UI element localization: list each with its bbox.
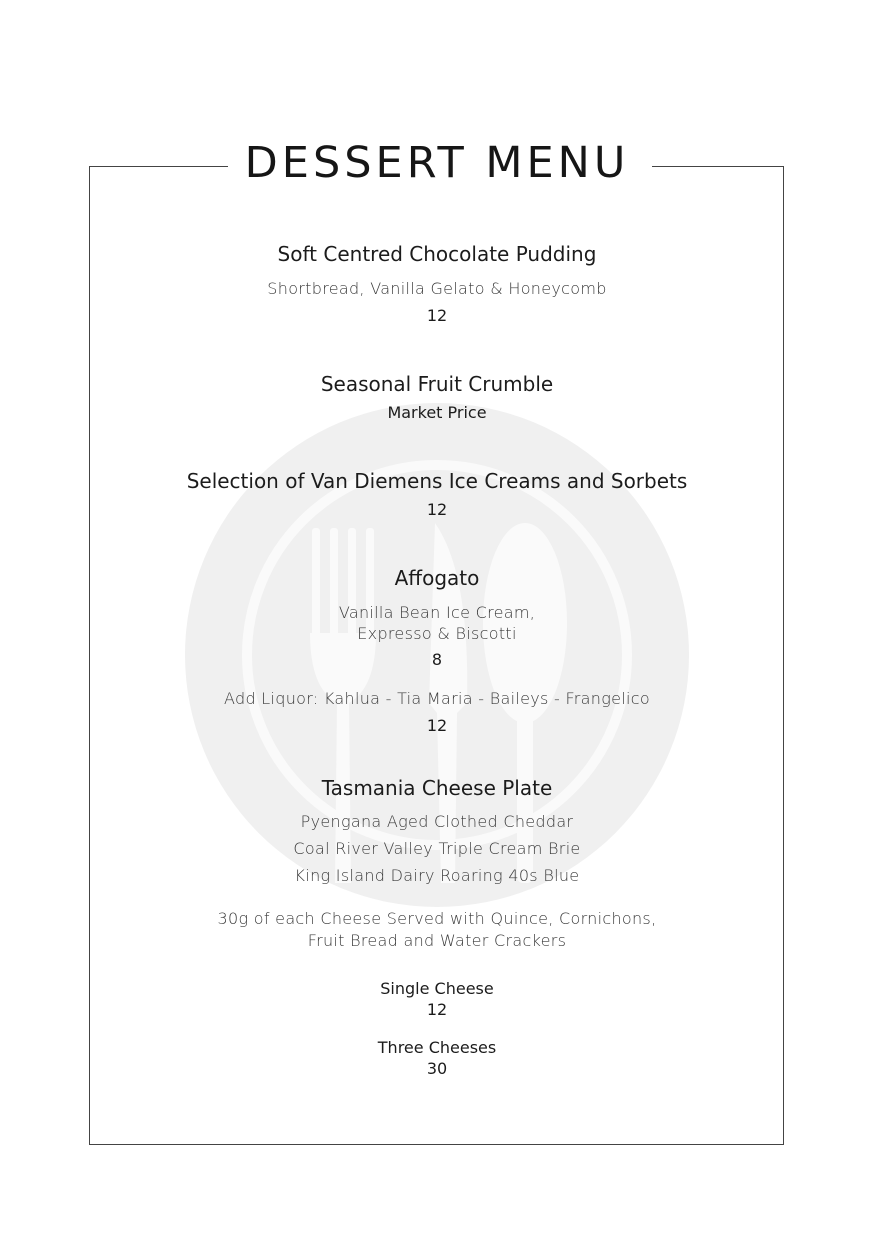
item-name: Selection of Van Diemens Ice Creams and Sorbets bbox=[186, 469, 688, 493]
page-title: DESSERT MENU bbox=[244, 138, 630, 188]
item-description-line: Vanilla Bean Ice Cream, bbox=[338, 603, 536, 622]
item-name: Soft Centred Chocolate Pudding bbox=[277, 242, 597, 266]
item-name: Affogato bbox=[394, 566, 480, 590]
item-price: 12 bbox=[426, 500, 448, 519]
item-price: Market Price bbox=[387, 403, 487, 422]
item-addon: Add Liquor: Kahlua - Tia Maria - Baileys - Frangelico bbox=[224, 689, 650, 708]
item-name: Seasonal Fruit Crumble bbox=[320, 372, 554, 396]
item-addon-price: 12 bbox=[426, 716, 448, 735]
serving-line: Fruit Bread and Water Crackers bbox=[307, 931, 567, 950]
item-price: 12 bbox=[426, 306, 448, 325]
cheese-line: King Island Dairy Roaring 40s Blue bbox=[294, 866, 580, 885]
item-price: 8 bbox=[431, 650, 443, 669]
item-description-line: Expresso & Biscotti bbox=[357, 624, 517, 643]
option-label: Three Cheeses bbox=[377, 1038, 497, 1057]
option-label: Single Cheese bbox=[380, 979, 494, 998]
item-description: Shortbread, Vanilla Gelato & Honeycomb bbox=[267, 279, 607, 298]
serving-line: 30g of each Cheese Served with Quince, Cornichons, bbox=[217, 909, 657, 928]
option-price: 12 bbox=[426, 1000, 448, 1019]
cheese-line: Pyengana Aged Clothed Cheddar bbox=[300, 812, 574, 831]
item-name: Tasmania Cheese Plate bbox=[321, 776, 553, 800]
cheese-line: Coal River Valley Triple Cream Brie bbox=[293, 839, 581, 858]
option-price: 30 bbox=[426, 1059, 448, 1078]
